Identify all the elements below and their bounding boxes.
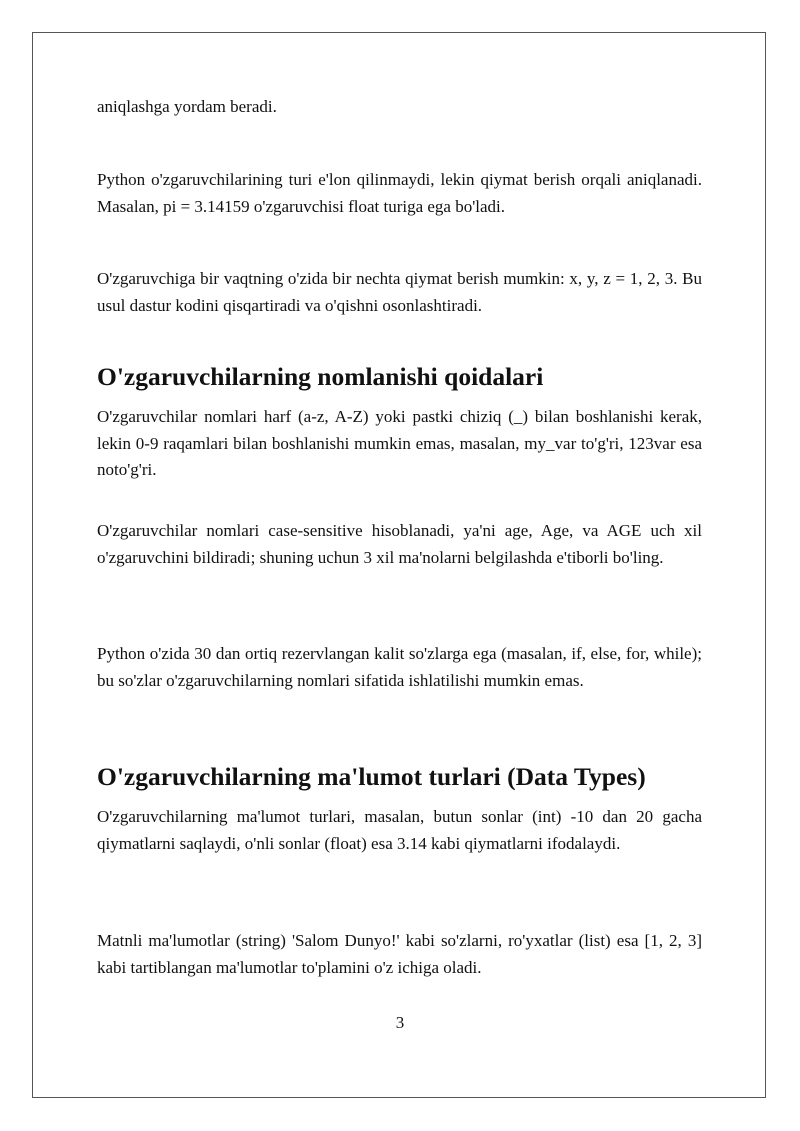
paragraph-naming-start: O'zgaruvchilar nomlari harf (a-z, A-Z) yoki pastki chiziq (_) bilan boshlanishi kerak, lekin 0-9 raqamlari bilan boshlanishi mumkin emas, masalan, my_var to'g'ri, 123var esa noto'g'ri. [97,407,702,479]
heading-data-types: O'zgaruvchilarning ma'lumot turlari (Data Types) [97,762,646,791]
paragraph-case-sensitive: O'zgaruvchilar nomlari case-sensitive hisoblanadi, ya'ni age, Age, va AGE uch xil o'zgaruvchini bildiradi; shuning uchun 3 xil ma'nolarni belgilashda e'tiborli bo'ling. [97,521,702,567]
paragraph-intro-tail: aniqlashga yordam beradi. [97,97,277,116]
paragraph-reserved-keywords: Python o'zida 30 dan ortiq rezervlangan kalit so'zlarga ega (masalan, if, else, for, while); bu so'zlar o'zgaruvchilarning nomlari sifatida ishlatilishi mumkin emas. [97,644,702,690]
paragraph-string-list-types: Matnli ma'lumotlar (string) 'Salom Dunyo!' kabi so'zlarni, ro'yxatlar (list) esa [1, 2, 3] kabi tartiblangan ma'lumotlar to'plamini o'z ichiga oladi. [97,931,702,977]
paragraph-numeric-types: O'zgaruvchilarning ma'lumot turlari, masalan, butun sonlar (int) -10 dan 20 gacha qiymatlarni saqlaydi, o'nli sonlar (float) esa 3.14 kabi qiymatlarni ifodalaydi. [97,807,702,853]
heading-naming-rules: O'zgaruvchilarning nomlanishi qoidalari [97,362,544,391]
page-number: 3 [395,1013,405,1032]
paragraph-multiple-assignment: O'zgaruvchiga bir vaqtning o'zida bir nechta qiymat berish mumkin: x, y, z = 1, 2, 3. Bu usul dastur kodini qisqartiradi va o'qishni osonlashtiradi. [97,269,702,315]
paragraph-dynamic-typing: Python o'zgaruvchilarining turi e'lon qilinmaydi, lekin qiymat berish orqali aniqlanadi. Masalan, pi = 3.14159 o'zgaruvchisi float turiga ega bo'ladi. [97,170,702,216]
